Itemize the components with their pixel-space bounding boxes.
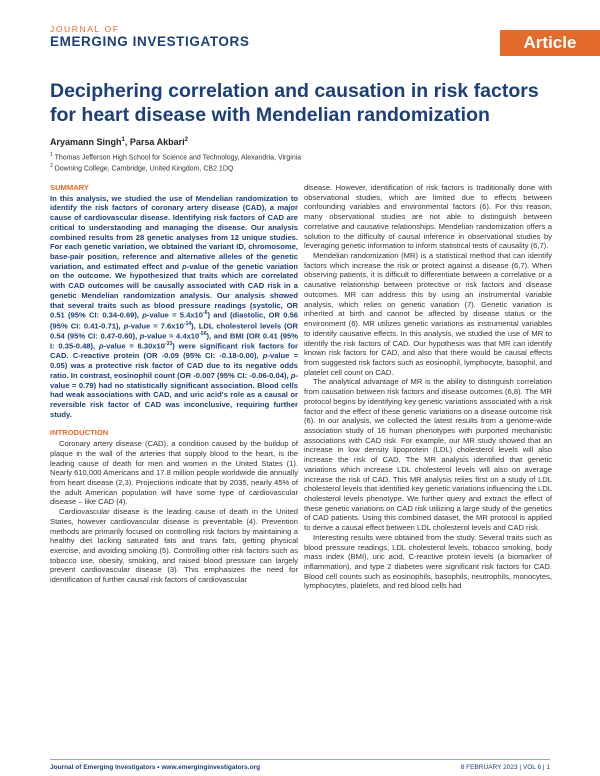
author-affil-mark: 2	[184, 137, 188, 143]
body-paragraph: Cardiovascular disease is the leading cause of death in the United States, however cardiovascular disease is preventable (4). Prevention methods are primarily focused on controlling risk factors by maintaining a healthy diet lacking saturated fats and trans fats, getting physical exercise, and avoiding smoking (5). Controlling other risk factors such as tobacco use, obesity, smoking, and raised blood pressure can largely prevent cardiovascular disease (3). This emphasizes the need for identification of further causal risk factors of cardiovascular	[50, 507, 298, 585]
journal-logo	[50, 25, 249, 48]
affiliation-text: Thomas Jefferson High School for Science and Technology, Alexandria, Virginia	[54, 154, 302, 162]
journal-logo-bottom: EMERGING INVESTIGATORS	[50, 33, 250, 49]
affiliation	[50, 152, 301, 161]
paper-title: Deciphering correlation and causation in risk factors for heart disease with Mendelian randomization	[50, 80, 539, 126]
right-column	[304, 183, 552, 591]
body-paragraph: Interesting results were obtained from the study. Several traits such as blood pressure readings, LDL cholesterol levels, tobacco smoking, body mass index (BMI), uric acid, C-reactive protein levels (a biomarker of inflammation), and type 2 diabetes were significant risk factors for CAD. Blood cell counts such as eosinophils, basophils, neutrophils, monocytes, lymphocytes, platelets, and red blood cells had	[304, 532, 552, 591]
body-paragraph: Coronary artery disease (CAD), a condition caused by the buildup of plaque in the wall of the arteries that supply blood to the heart, is the leading cause of death for men and women in the United States (1). Nearly 610,000 Americans and 17.8 million people worldwide die annually from heart disease (2,3). Projections indicate that by 2035, nearly 45% of the adult American population will have some type of cardiovascular disease – like CAD (4).	[50, 439, 298, 507]
footer-divider	[50, 759, 550, 760]
journal-logo-top: JOURNAL OF	[50, 24, 120, 34]
author-name: Aryamann Singh	[50, 137, 122, 147]
affiliation	[50, 163, 233, 172]
author-separator: ,	[124, 137, 130, 147]
affiliation-mark: 2	[50, 163, 53, 169]
author-name: Parsa Akbari	[129, 137, 185, 147]
left-column	[50, 183, 298, 585]
author-list	[50, 137, 188, 147]
summary-text: In this analysis, we studied the use of Mendelian randomization to identify the risk factors of coronary artery disease (CAD), a major cause of cardiovascular disease. Identifying risk factors of CAD are critical to understanding and managing the disease. Our analysis combined results from 28 genetic analyses from 12 unique studies. For each genetic variation, we obtained the variant ID, chromosome, base-pair position, reference and alternative alleles of the genetic variation, and estimated effect and p-value of the genetic variation on the outcome. We hypothesized that traits which are correlated with CAD outcomes will be causally associated with CAD risk in a genetic Mendelian randomization analysis. Our analysis showed that several traits such as blood pressure readings (systolic, OR 0.51 (95% CI: 0.34-0.69), p-value = $5.4x10^{-6}$) and (diastolic, OR 0.56 (95% CI: 0.41-0.71), p-value = $7.6x10^{-14}$), LDL cholesterol levels (OR 0.54 (95% CI: 0.47-0.60), p-value = $4.4x10^{-56}$), and BMI (OR 0.41 (95% I: 0.35-0.48), p-value = $6.30x10^{-33}$) were significant risk factors for CAD. C-reactive protein (OR -0.09 (95% CI: -0.18-0.00), p-value = 0.05) was a protective risk factor of CAD due to its negative odds ratio. In contrast, eosinophil count (OR -0.007 (95% CI: -0.06-0.04), p-value = 0.79) had no statistically significant association. Blood cells had weak associations with CAD, and uric acid's role as a causal or reversible risk factor of CAD was inconclusive, requiring further study.	[50, 193, 299, 419]
affiliation-mark: 1	[50, 152, 53, 158]
footer-journal-link[interactable]: Journal of Emerging Investigators • www.emerginginvestigators.org	[50, 764, 261, 771]
body-paragraph: Mendelian randomization (MR) is a statistical method that can identify factors which increase the risk or protect against a disease (6,7). When observing patients, it is difficult to differentiate between a correlative or a causative relationship between protective or risk factors and disease outcomes. MR can address this by using an instrumental variable analysis, which relies on genetic variation (7). Genetic variation is inherited at birth and cannot be affected by disease status or the environment (6). MR utilizes genetic variations as instrumental variables to identify causative effects. In this analysis, we studied the use of MR to identify the risk factors of CAD. Our hypothesis was that MR can identify known risk factors for CAD, and also that there would be causal effects from suggested risk factors such as eosinophil, lymphocyte, basophil, and platelet cell count on CAD.	[304, 251, 552, 377]
footer-date-volume-page: 8 FEBRUARY 2023 | VOL 6 | 1	[460, 764, 550, 771]
summary-heading: SUMMARY	[50, 183, 89, 192]
body-paragraph: disease. However, identification of risk factors is traditionally done with observational studies, which are limited due to effects between confounding variables and environmental factors (6). For this reason, many observational studies are not able to distinguish between correlative and causative relationships. Mendelian randomization offers a solution to the difficulty of causal inference in observational studies by leveraging genetic information to inform statistical tests of causality (6,7).	[304, 183, 552, 251]
affiliation-text: Downing College, Cambridge, United Kingdom, CB2 1DQ	[54, 165, 234, 173]
author-affil-mark: 1	[121, 137, 125, 143]
introduction-heading: INTRODUCTION	[50, 428, 109, 438]
article-type-badge: Article	[500, 30, 600, 56]
body-paragraph: The analytical advantage of MR is the ability to distinguish correlation from causation between risk factors and disease outcomes (6,8). The MR protocol begins by identifying key genetic variations associated with a risk factor and the effect of these genetic variations on a disease outcome risk (6). In our analysis, we collected the latest results from a genome-wide association study of 16 human phenotypes with purported mechanistic associations with CAD risk. For example, our MR study showed that an increase in low density lipoprotein (LDL) cholesterol levels will also increase the risk of CAD. The MR analysis identified that genetic variations which increase LDL cholesterol levels will also on average increase the risk of CAD. This MR analysis relies first on a study of LDL cholesterol levels that identified key genetic variations influencing the LDL cholesterol levels phenotype. We further query and extract the effect of these genetic variations on CAD risk utilizing a large study of the genetics of CAD patients. Using this combined dataset, the MR protocol is applied to derive a causal effect between LDL cholesterol levels and CAD risk.	[304, 377, 552, 533]
